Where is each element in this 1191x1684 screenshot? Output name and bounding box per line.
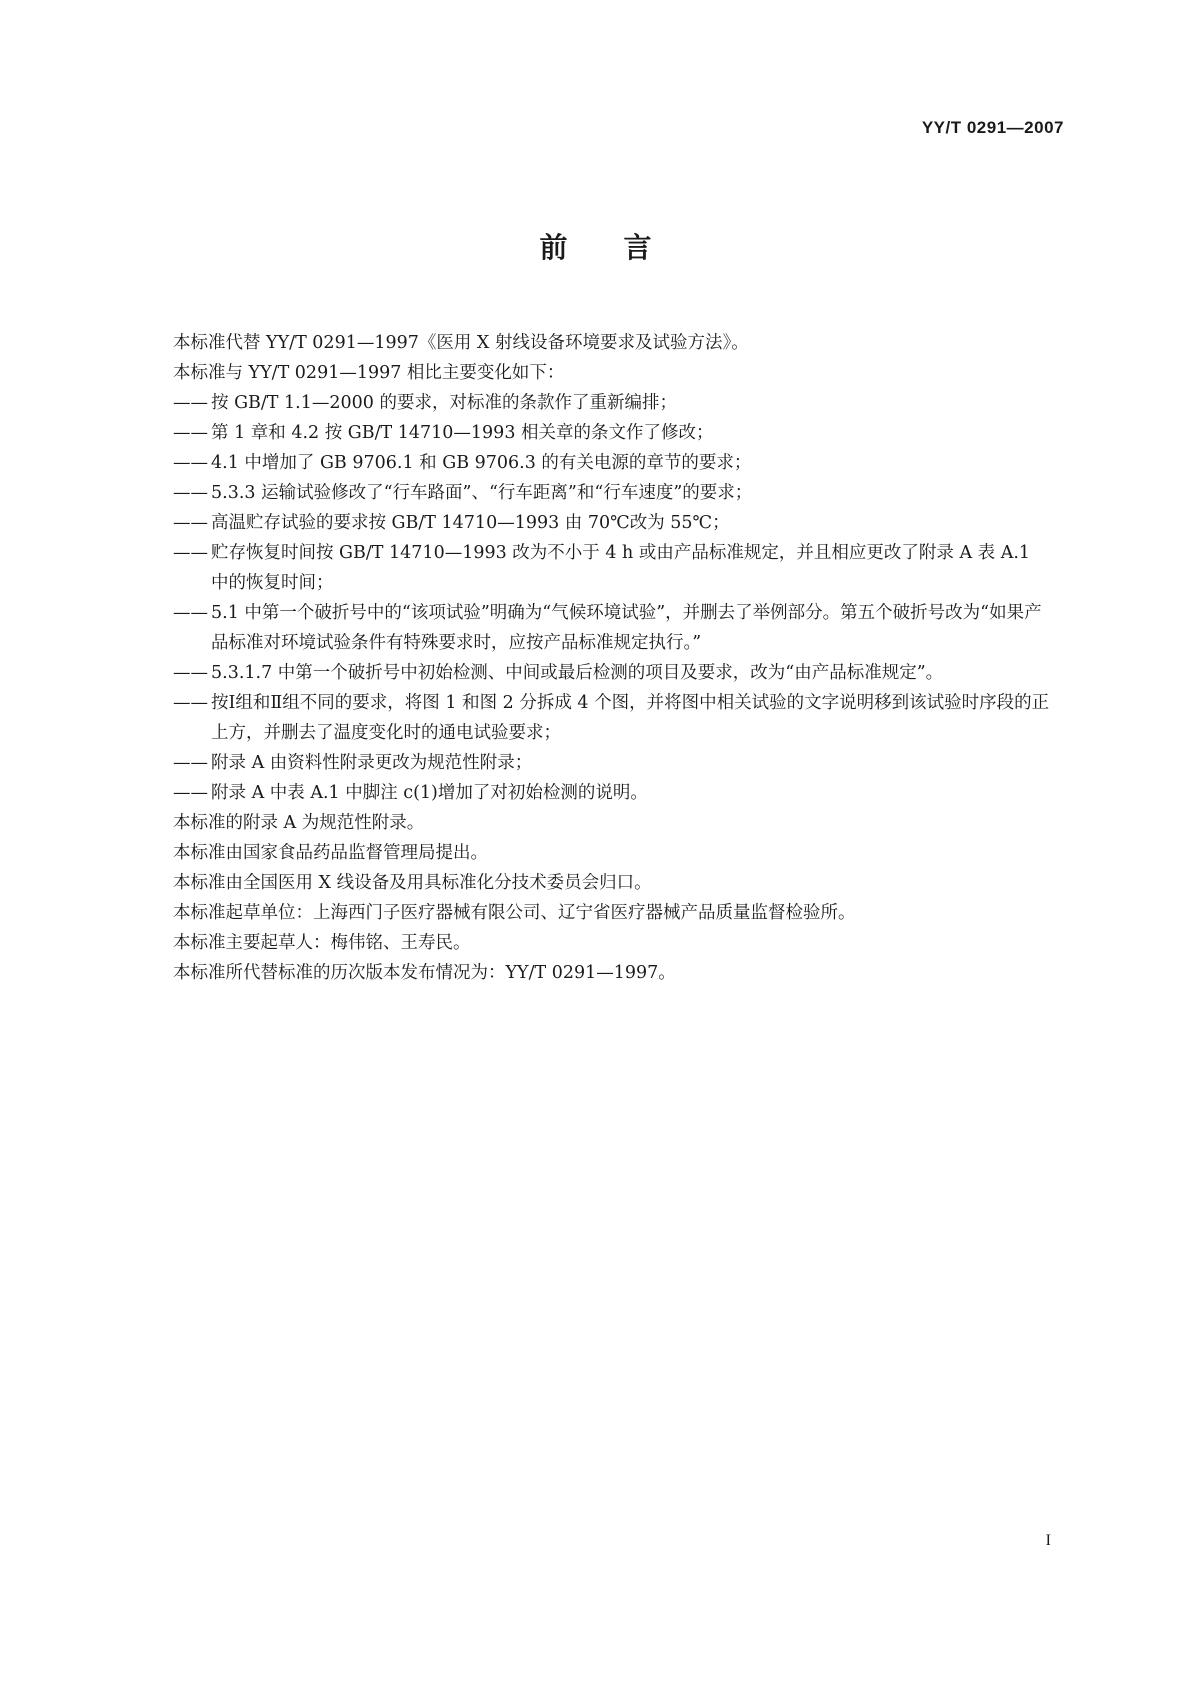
list-item-text: 按Ⅰ组和Ⅱ组不同的要求，将图 1 和图 2 分拆成 4 个图，并将图中相关试验的文字说明移到该试验时序段的正上方，并删去了温度变化时的通电试验要求； [211,693,1050,743]
list-item-text: 附录 A 由资料性附录更改为规范性附录； [211,753,533,773]
list-item-text: 4.1 中增加了 GB 9706.1 和 GB 9706.3 的有关电源的章节的要求； [211,453,752,473]
paragraph: 本标准与 YY/T 0291—1997 相比主要变化如下： [173,363,565,383]
dash-list-item [173,778,1051,808]
dash-list-item [173,658,1051,688]
dash-list-item [173,388,1051,418]
dash-list-item [173,688,1051,748]
list-item-text: 贮存恢复时间按 GB/T 14710—1993 改为不小于 4 h 或由产品标准规定，并且相应更改了附录 A 表 A.1 中的恢复时间； [211,543,1031,593]
dash-mark: —— [173,453,208,473]
dash-mark: —— [173,693,208,713]
dash-list-item [173,478,1051,508]
list-item-text: 高温贮存试验的要求按 GB/T 14710—1993 由 70℃改为 55℃； [211,513,730,533]
paragraph: 本标准代替 YY/T 0291—1997《医用 X 射线设备环境要求及试验方法》。 [173,333,749,353]
dash-mark: —— [173,663,208,683]
dash-mark: —— [173,603,208,623]
paragraph: 本标准由国家食品药品监督管理局提出。 [173,843,488,863]
paragraph: 本标准的附录 A 为规范性附录。 [173,813,425,833]
standard-code: YY/T 0291—2007 [921,118,1064,137]
paragraph: 本标准主要起草人：梅伟铭、王寿民。 [173,933,471,953]
dash-mark: —— [173,423,208,443]
dash-mark: —— [173,483,208,503]
list-item-text: 按 GB/T 1.1—2000 的要求，对标准的条款作了重新编排； [211,393,677,413]
list-item-text: 5.1 中第一个破折号中的“该项试验”明确为“气候环境试验”，并删去了举例部分。第五个破折号改为“如果产品标准对环境试验条件有特殊要求时，应按产品标准规定执行。” [211,603,1042,653]
foreword-body [173,328,1051,988]
list-item-text: 5.3.3 运输试验修改了“行车路面”、“行车距离”和“行车速度”的要求； [211,483,753,503]
paragraph: 本标准由全国医用 X 线设备及用具标准化分技术委员会归口。 [173,873,652,893]
dash-list-item [173,538,1051,598]
title-char-1: 前 [539,231,568,264]
paragraph: 本标准所代替标准的历次版本发布情况为：YY/T 0291—1997。 [173,963,676,983]
paragraph: 本标准起草单位：上海西门子医疗器械有限公司、辽宁省医疗器械产品质量监督检验所。 [173,903,856,923]
page-number: I [1045,1532,1051,1549]
dash-mark: —— [173,393,208,413]
page-title [0,226,1191,266]
dash-list-item [173,598,1051,658]
list-item-text: 附录 A 中表 A.1 中脚注 c(1)增加了对初始检测的说明。 [211,783,648,803]
dash-mark: —— [173,753,208,773]
title-char-2: 言 [623,231,652,264]
dash-list-item [173,748,1051,778]
dash-mark: —— [173,543,208,563]
dash-list-item [173,448,1051,478]
dash-mark: —— [173,513,208,533]
dash-mark: —— [173,783,208,803]
list-item-text: 5.3.1.7 中第一个破折号中初始检测、中间或最后检测的项目及要求，改为“由产品标准规定”。 [211,663,944,683]
dash-list-item [173,508,1051,538]
list-item-text: 第 1 章和 4.2 按 GB/T 14710—1993 相关章的条文作了修改； [211,423,714,443]
dash-list-item [173,418,1051,448]
